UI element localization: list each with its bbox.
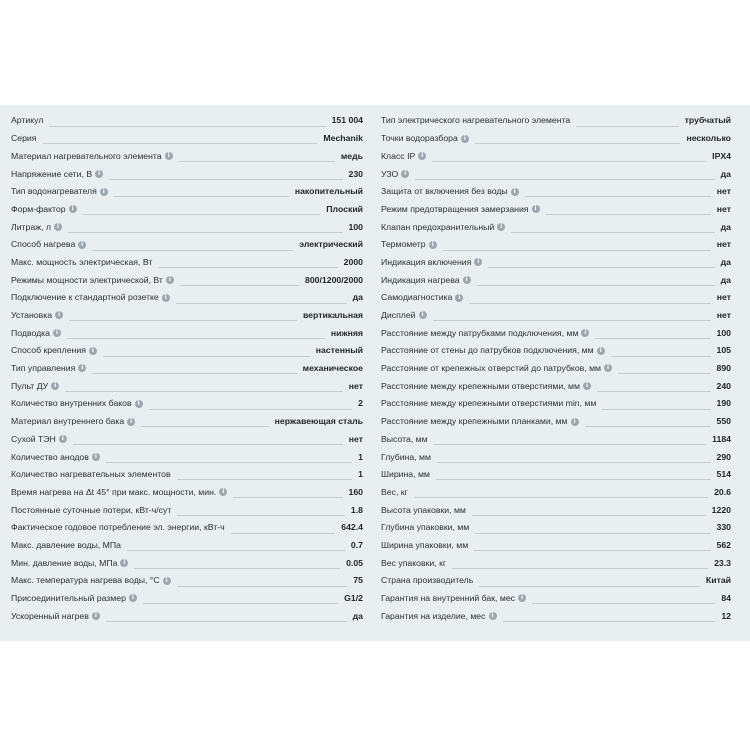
spec-row — [11, 165, 363, 183]
spec-label: Расстояние между крепежными отверстиями min, мм — [381, 398, 597, 409]
dotted-leader — [103, 355, 310, 357]
spec-label: Установка — [11, 310, 53, 321]
spec-value: 160 — [348, 486, 363, 497]
spec-column-left — [11, 112, 363, 625]
spec-row — [381, 430, 731, 448]
info-icon[interactable]: i — [401, 170, 409, 178]
spec-value: да — [720, 274, 731, 285]
dotted-leader — [69, 319, 297, 321]
spec-row — [381, 112, 731, 130]
dotted-leader — [611, 355, 711, 357]
dotted-leader — [92, 372, 296, 374]
spec-value: 2000 — [343, 256, 363, 267]
spec-row — [11, 466, 363, 484]
info-icon[interactable]: i — [78, 364, 86, 372]
info-icon[interactable]: i — [461, 135, 469, 143]
spec-row — [381, 537, 731, 555]
dotted-leader — [503, 620, 716, 622]
spec-label: Режимы мощности электрической, Вт — [11, 274, 163, 285]
spec-value: 2 — [358, 398, 363, 409]
spec-label: Серия — [11, 133, 37, 144]
spec-label: Способ крепления — [11, 345, 86, 356]
spec-row — [11, 289, 363, 307]
spec-label: Ширина упаковки, мм — [381, 539, 469, 550]
spec-label: Время нагрева на Δt 45° при макс. мощности, мин. — [11, 486, 217, 497]
info-icon[interactable]: i — [165, 152, 173, 160]
spec-label: Глубина, мм — [381, 451, 431, 462]
dotted-leader — [585, 425, 711, 427]
spec-label: Постоянные суточные потери, кВт-ч/сут — [11, 504, 172, 515]
dotted-leader — [474, 549, 710, 551]
spec-panel — [0, 105, 750, 641]
dotted-leader — [143, 602, 338, 604]
spec-value: 1 — [358, 469, 363, 480]
spec-row — [381, 519, 731, 537]
dotted-leader — [434, 443, 707, 445]
spec-value: 75 — [353, 575, 363, 586]
spec-row — [381, 342, 731, 360]
dotted-leader — [177, 585, 348, 587]
dotted-leader — [92, 249, 293, 251]
dotted-leader — [180, 284, 299, 286]
spec-row — [381, 254, 731, 272]
dotted-leader — [415, 178, 714, 180]
spec-row — [11, 183, 363, 201]
spec-value: 642.4 — [341, 522, 363, 533]
spec-value: нет — [716, 203, 731, 214]
dotted-leader — [479, 585, 700, 587]
spec-label: Тип управления — [11, 363, 76, 374]
dotted-leader — [233, 496, 342, 498]
info-icon[interactable]: i — [92, 612, 100, 620]
spec-value: 800/1200/2000 — [305, 274, 363, 285]
spec-row — [11, 430, 363, 448]
dotted-leader — [475, 142, 681, 144]
spec-row — [11, 377, 363, 395]
spec-row — [381, 271, 731, 289]
spec-label: Макс. давление воды, МПа — [11, 539, 121, 550]
dotted-leader — [432, 160, 706, 162]
spec-value: 190 — [716, 398, 731, 409]
dotted-leader — [134, 567, 340, 569]
info-icon[interactable]: i — [581, 329, 589, 337]
spec-label: Защита от включения без воды — [381, 186, 508, 197]
info-icon[interactable]: i — [455, 294, 463, 302]
spec-row — [381, 448, 731, 466]
spec-value: 151 004 — [331, 115, 363, 126]
spec-label: Точки водоразбора — [381, 133, 458, 144]
dotted-leader — [106, 620, 347, 622]
spec-row — [11, 448, 363, 466]
spec-label: Тип электрического нагревательного элемента — [381, 115, 571, 126]
spec-label: Фактическое годовое потребление эл. энергии, кВт-ч — [11, 522, 225, 533]
spec-label: Мин. давление воды, МПа — [11, 557, 118, 568]
spec-label: Подводка — [11, 327, 51, 338]
dotted-leader — [469, 302, 710, 304]
spec-row — [11, 307, 363, 325]
spec-value: несколько — [686, 133, 731, 144]
spec-row — [11, 324, 363, 342]
spec-label: Присоединительный размер — [11, 593, 126, 604]
spec-label: Материал внутреннего бака — [11, 416, 125, 427]
info-icon[interactable]: i — [219, 488, 227, 496]
info-icon[interactable]: i — [583, 382, 591, 390]
spec-row — [11, 360, 363, 378]
dotted-leader — [597, 390, 711, 392]
info-icon[interactable]: i — [162, 294, 170, 302]
spec-row — [11, 413, 363, 431]
info-icon[interactable]: i — [54, 223, 62, 231]
spec-value: 550 — [716, 416, 731, 427]
spec-row — [381, 483, 731, 501]
spec-row — [11, 483, 363, 501]
spec-value: 330 — [716, 522, 731, 533]
spec-label: Литраж, л — [11, 221, 51, 232]
spec-value: нет — [348, 380, 363, 391]
spec-label: Количество анодов — [11, 451, 89, 462]
spec-value: механическое — [302, 363, 363, 374]
spec-label: Высота, мм — [381, 433, 428, 444]
spec-value: накопительный — [294, 186, 363, 197]
spec-label: Гарантия на внутренний бак, мес — [381, 593, 515, 604]
spec-value: 20.6 — [714, 486, 731, 497]
info-icon[interactable]: i — [69, 205, 77, 213]
spec-label: Расстояние между патрубками подключения, мм — [381, 327, 579, 338]
spec-label: Класс IP — [381, 150, 416, 161]
dotted-leader — [114, 195, 289, 197]
spec-value: 84 — [721, 593, 731, 604]
info-icon[interactable]: i — [95, 170, 103, 178]
info-icon[interactable]: i — [497, 223, 505, 231]
info-icon[interactable]: i — [120, 559, 128, 567]
spec-label: Количество нагревательных элементов — [11, 469, 171, 480]
spec-row — [381, 501, 731, 519]
spec-value: 890 — [716, 363, 731, 374]
spec-value: 1 — [358, 451, 363, 462]
dotted-leader — [73, 443, 343, 445]
spec-label: Индикация включения — [381, 256, 472, 267]
info-icon[interactable]: i — [53, 329, 61, 337]
dotted-leader — [141, 425, 268, 427]
spec-value: да — [720, 221, 731, 232]
spec-row — [381, 183, 731, 201]
spec-label: Способ нагрева — [11, 239, 76, 250]
info-icon[interactable]: i — [597, 347, 605, 355]
info-icon[interactable]: i — [100, 188, 108, 196]
spec-row — [381, 607, 731, 625]
dotted-leader — [176, 302, 347, 304]
spec-row — [11, 236, 363, 254]
dotted-leader — [436, 478, 711, 480]
spec-row — [381, 572, 731, 590]
spec-value: 0.7 — [350, 539, 363, 550]
spec-row — [381, 236, 731, 254]
spec-label: Гарантия на изделие, мес — [381, 610, 486, 621]
info-icon[interactable]: i — [419, 311, 427, 319]
info-icon[interactable]: i — [474, 258, 482, 266]
spec-value: 1184 — [712, 433, 731, 444]
dotted-leader — [127, 549, 345, 551]
dotted-leader — [618, 372, 710, 374]
spec-value: да — [720, 168, 731, 179]
spec-label: Термометр — [381, 239, 426, 250]
dotted-leader — [179, 160, 335, 162]
dotted-leader — [177, 478, 353, 480]
spec-row — [381, 147, 731, 165]
spec-row — [11, 218, 363, 236]
info-icon[interactable]: i — [604, 364, 612, 372]
spec-label: Пульт ДУ — [11, 380, 49, 391]
spec-row — [381, 466, 731, 484]
dotted-leader — [437, 461, 711, 463]
spec-label: Режим предотвращения замерзания — [381, 203, 529, 214]
spec-row — [11, 572, 363, 590]
dotted-leader — [106, 461, 352, 463]
spec-value: нержавеющая сталь — [274, 416, 363, 427]
dotted-leader — [433, 319, 711, 321]
dotted-leader — [525, 195, 711, 197]
spec-label: Ширина, мм — [381, 469, 430, 480]
spec-label: Высота упаковки, мм — [381, 504, 466, 515]
spec-row — [11, 200, 363, 218]
info-icon[interactable]: i — [59, 435, 67, 443]
spec-label: Напряжение сети, В — [11, 168, 93, 179]
spec-label: Клапан предохранительный — [381, 221, 495, 232]
spec-label: Форм-фактор — [11, 203, 66, 214]
info-icon[interactable]: i — [51, 382, 59, 390]
spec-row — [381, 377, 731, 395]
spec-label: Расстояние между крепежными планками, мм — [381, 416, 568, 427]
spec-label: Тип водонагревателя — [11, 186, 97, 197]
spec-row — [11, 501, 363, 519]
dotted-leader — [602, 408, 710, 410]
spec-value: 1220 — [711, 504, 731, 515]
spec-row — [381, 200, 731, 218]
spec-label: Вес упаковки, кг — [381, 557, 447, 568]
spec-value: нет — [348, 433, 363, 444]
dotted-leader — [443, 249, 711, 251]
spec-value: 100 — [348, 221, 363, 232]
dotted-leader — [472, 514, 706, 516]
spec-row — [381, 165, 731, 183]
dotted-leader — [488, 266, 714, 268]
dotted-leader — [83, 213, 321, 215]
spec-value: 100 — [716, 327, 731, 338]
info-icon[interactable]: i — [78, 241, 86, 249]
dotted-leader — [68, 231, 343, 233]
dotted-leader — [65, 390, 343, 392]
dotted-leader — [477, 284, 715, 286]
spec-label: Материал нагревательного элемента — [11, 150, 162, 161]
spec-label: Дисплей — [381, 310, 416, 321]
dotted-leader — [511, 231, 714, 233]
dotted-leader — [149, 408, 353, 410]
info-icon[interactable]: i — [135, 400, 143, 408]
info-icon[interactable]: i — [127, 418, 135, 426]
info-icon[interactable]: i — [532, 205, 540, 213]
spec-row — [11, 130, 363, 148]
info-icon[interactable]: i — [92, 453, 100, 461]
spec-label: УЗО — [381, 168, 399, 179]
spec-row — [11, 254, 363, 272]
spec-row — [381, 218, 731, 236]
spec-value: нижняя — [330, 327, 363, 338]
spec-label: Глубина упаковки, мм — [381, 522, 470, 533]
spec-row — [381, 554, 731, 572]
dotted-leader — [414, 496, 708, 498]
spec-row — [11, 112, 363, 130]
spec-row — [381, 324, 731, 342]
spec-label: Ускоренный нагрев — [11, 610, 89, 621]
spec-value: 23.3 — [714, 557, 731, 568]
info-icon[interactable]: i — [571, 418, 579, 426]
spec-value: вертикальная — [302, 310, 363, 321]
spec-label: Макс. мощность электрическая, Вт — [11, 256, 153, 267]
spec-label: Расстояние от крепежных отверстий до патрубков, мм — [381, 363, 602, 374]
spec-value: IPX4 — [712, 150, 731, 161]
info-icon[interactable]: i — [463, 276, 471, 284]
spec-label: Расстояние от стены до патрубков подключения, мм — [381, 345, 594, 356]
spec-row — [381, 395, 731, 413]
spec-label: Индикация нагрева — [381, 274, 460, 285]
spec-value: 514 — [716, 469, 731, 480]
spec-value: 12 — [721, 610, 731, 621]
spec-row — [11, 537, 363, 555]
spec-row — [11, 271, 363, 289]
info-icon[interactable]: i — [511, 188, 519, 196]
spec-value: 0.05 — [346, 557, 363, 568]
spec-row — [11, 519, 363, 537]
spec-value: настенный — [315, 345, 363, 356]
spec-value: нет — [716, 310, 731, 321]
spec-row — [381, 307, 731, 325]
spec-value: да — [720, 256, 731, 267]
dotted-leader — [475, 532, 710, 534]
dotted-leader — [576, 125, 678, 127]
spec-value: 562 — [716, 539, 731, 550]
spec-label: Количество внутренних баков — [11, 398, 132, 409]
spec-label: Расстояние между крепежными отверстиями, мм — [381, 380, 580, 391]
info-icon[interactable]: i — [55, 311, 63, 319]
info-icon[interactable]: i — [166, 276, 174, 284]
spec-row — [11, 554, 363, 572]
spec-value: трубчатый — [684, 115, 731, 126]
spec-value: Плоский — [326, 203, 363, 214]
dotted-leader — [109, 178, 342, 180]
spec-value: 1.8 — [350, 504, 363, 515]
spec-row — [11, 395, 363, 413]
spec-value: медь — [340, 150, 363, 161]
spec-row — [381, 413, 731, 431]
spec-column-right — [381, 112, 731, 625]
spec-value: электрический — [299, 239, 363, 250]
spec-value: да — [352, 292, 363, 303]
info-icon[interactable]: i — [489, 612, 497, 620]
info-icon[interactable]: i — [163, 577, 171, 585]
dotted-leader — [452, 567, 708, 569]
spec-value: 105 — [716, 345, 731, 356]
dotted-leader — [595, 337, 710, 339]
spec-label: Артикул — [11, 115, 44, 126]
dotted-leader — [532, 602, 715, 604]
spec-value: Mechanik — [323, 133, 363, 144]
dotted-leader — [546, 213, 711, 215]
dotted-leader — [158, 266, 337, 268]
spec-row — [381, 289, 731, 307]
dotted-leader — [177, 514, 345, 516]
spec-row — [11, 590, 363, 608]
spec-label: Макс. температура нагрева воды, °С — [11, 575, 160, 586]
dotted-leader — [67, 337, 325, 339]
spec-value: да — [352, 610, 363, 621]
spec-row — [11, 342, 363, 360]
spec-row — [11, 607, 363, 625]
info-icon[interactable]: i — [429, 241, 437, 249]
spec-value: 230 — [348, 168, 363, 179]
spec-value: нет — [716, 186, 731, 197]
spec-row — [11, 147, 363, 165]
spec-label: Вес, кг — [381, 486, 408, 497]
dotted-leader — [43, 142, 318, 144]
spec-value: нет — [716, 292, 731, 303]
spec-label: Страна производитель — [381, 575, 474, 586]
info-icon[interactable]: i — [89, 347, 97, 355]
dotted-leader — [49, 125, 325, 127]
spec-label: Подключение к стандартной розетке — [11, 292, 159, 303]
spec-label: Самодиагностика — [381, 292, 453, 303]
spec-row — [381, 130, 731, 148]
info-icon[interactable]: i — [518, 594, 526, 602]
info-icon[interactable]: i — [129, 594, 137, 602]
spec-row — [381, 360, 731, 378]
spec-value: G1/2 — [344, 593, 363, 604]
spec-value: 290 — [716, 451, 731, 462]
spec-row — [381, 590, 731, 608]
dotted-leader — [231, 532, 336, 534]
spec-value: 240 — [716, 380, 731, 391]
spec-value: Китай — [705, 575, 731, 586]
info-icon[interactable]: i — [418, 152, 426, 160]
spec-value: нет — [716, 239, 731, 250]
spec-label: Сухой ТЭН — [11, 433, 56, 444]
